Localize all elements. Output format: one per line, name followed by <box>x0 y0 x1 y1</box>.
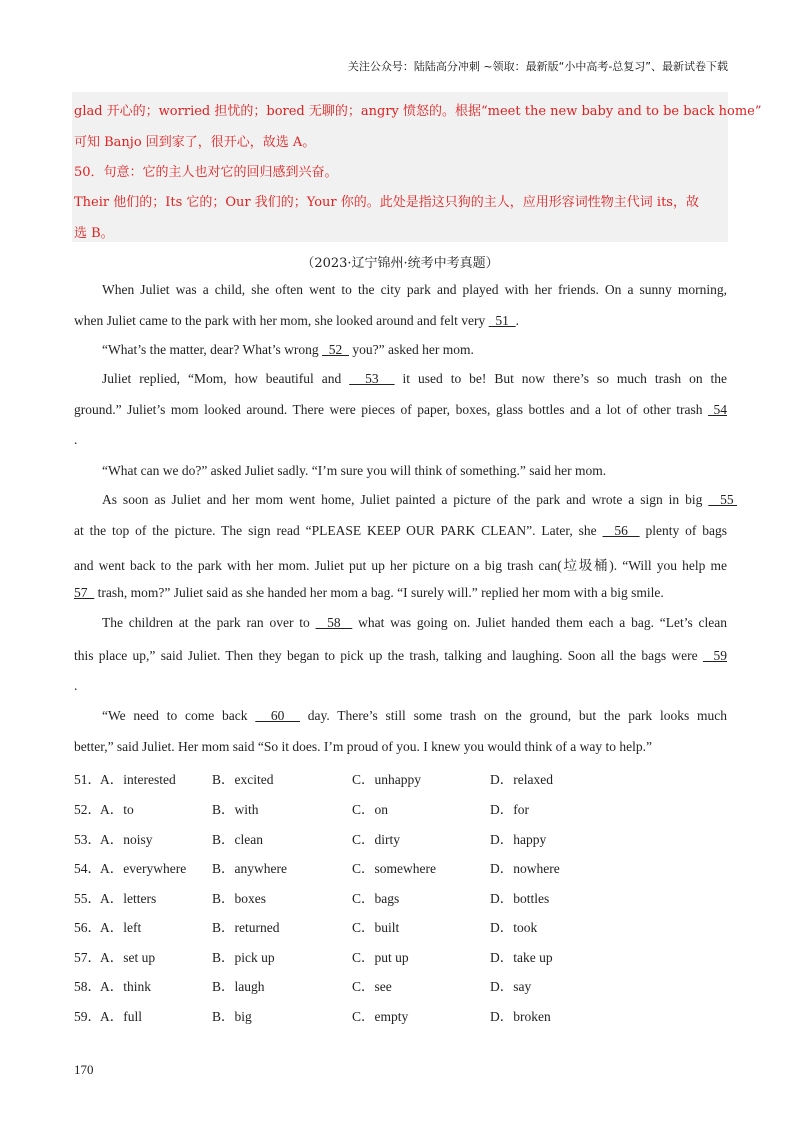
passage-line: this place up,” said Juliet. Then they began to pick up the trash, talking and laughing. Soon all the bags were 59 <box>74 648 728 663</box>
passage-line: 57 trash, mom?” Juliet said as she handed her mom a bag. “I surely will.” replied her mom with a big smile. <box>74 585 664 600</box>
option-a[interactable]: A．set up <box>100 950 156 965</box>
option-b[interactable]: B．boxes <box>212 891 266 906</box>
option-d[interactable]: D．take up <box>490 950 553 965</box>
option-c[interactable]: C．put up <box>352 950 409 965</box>
blank-52: 52 <box>322 342 350 357</box>
option-c[interactable]: C．bags <box>352 891 400 906</box>
option-a[interactable]: A．full <box>100 1009 142 1024</box>
blank-54: 54 <box>708 402 728 417</box>
option-b[interactable]: B．returned <box>212 920 280 935</box>
blank-56: 56 <box>602 523 640 538</box>
option-a[interactable]: A．left <box>100 920 142 935</box>
passage-line: “What can we do?” asked Juliet sadly. “I’m sure you will think of something.” said her mom. <box>102 463 607 478</box>
answer-line: 选 B。 <box>74 226 114 241</box>
question-58-options <box>74 975 734 995</box>
option-c[interactable]: C．dirty <box>352 832 401 847</box>
option-c[interactable]: C．somewhere <box>352 861 436 876</box>
question-59-options <box>74 1005 734 1025</box>
question-56-options <box>74 916 734 936</box>
option-a[interactable]: A．everywhere <box>100 861 187 876</box>
option-d[interactable]: D．for <box>490 802 529 817</box>
question-55-options <box>74 887 734 907</box>
blank-55: 55 <box>708 492 738 507</box>
option-c[interactable]: C．see <box>352 979 392 994</box>
passage-line: When Juliet was a child, she often went to the city park and played with her friends. On a sunny morning, <box>102 282 727 297</box>
option-a[interactable]: A．noisy <box>100 832 153 847</box>
passage-line: ground.” Juliet’s mom looked around. There were pieces of paper, boxes, glass bottles and a lot of other trash 54 <box>74 402 728 417</box>
option-b[interactable]: B．anywhere <box>212 861 287 876</box>
question-number: 55． <box>74 891 101 906</box>
option-b[interactable]: B．laugh <box>212 979 265 994</box>
question-51-options <box>74 768 734 788</box>
question-number: 58． <box>74 979 101 994</box>
option-d[interactable]: D．broken <box>490 1009 551 1024</box>
page-number: 170 <box>74 1062 94 1077</box>
passage-line: . <box>74 678 78 693</box>
passage-line: better,” said Juliet. Her mom said “So it does. I’m proud of you. I knew you would think of a way to help.” <box>74 739 652 754</box>
option-a[interactable]: A．letters <box>100 891 157 906</box>
option-a[interactable]: A．to <box>100 802 134 817</box>
passage-line: . <box>74 432 78 447</box>
passage-line: As soon as Juliet and her mom went home, Juliet painted a picture of the park and wrote a sign in big 55 <box>102 492 738 507</box>
question-number: 52． <box>74 802 101 817</box>
passage-line: Juliet replied, “Mom, how beautiful and 53 it used to be! But now there’s so much trash on the <box>102 371 728 386</box>
option-b[interactable]: B．pick up <box>212 950 275 965</box>
option-c[interactable]: C．on <box>352 802 389 817</box>
question-number: 54． <box>74 861 101 876</box>
option-d[interactable]: D．nowhere <box>490 861 560 876</box>
answer-line: 可知 Banjo 回到家了，很开心，故选 A。 <box>74 135 316 150</box>
question-source: （2023·辽宁锦州·统考中考真题） <box>301 256 499 271</box>
answer-line: glad 开心的；worried 担忧的；bored 无聊的；angry 愤怒的。根据“meet the new baby and to be back home” <box>74 104 762 119</box>
question-53-options <box>74 828 734 848</box>
question-57-options <box>74 946 734 966</box>
option-c[interactable]: C．built <box>352 920 400 935</box>
option-a[interactable]: A．think <box>100 979 152 994</box>
passage-line: The children at the park ran over to 58 what was going on. Juliet handed them each a bag. “Let’s clean <box>102 615 728 630</box>
option-b[interactable]: B．big <box>212 1009 252 1024</box>
option-a[interactable]: A．interested <box>100 772 176 787</box>
question-number: 51． <box>74 772 101 787</box>
option-b[interactable]: B．excited <box>212 772 274 787</box>
question-number: 59． <box>74 1009 101 1024</box>
passage-line: at the top of the picture. The sign read “PLEASE KEEP OUR PARK CLEAN”. Later, she 56 plenty of bags <box>74 523 728 538</box>
passage-line: “What’s the matter, dear? What’s wrong 52 you?” asked her mom. <box>102 342 474 357</box>
blank-53: 53 <box>349 371 395 386</box>
option-c[interactable]: C．empty <box>352 1009 409 1024</box>
blank-60: 60 <box>255 708 300 723</box>
question-number: 57． <box>74 950 101 965</box>
option-c[interactable]: C．unhappy <box>352 772 421 787</box>
blank-59: 59 <box>702 648 728 663</box>
question-54-options <box>74 857 734 877</box>
answer-line: Their 他们的；Its 它的；Our 我们的；Your 你的。此处是指这只狗的主人，应用形容词性物主代词 its，故 <box>74 195 699 210</box>
blank-58: 58 <box>315 615 353 630</box>
page-header: 关注公众号：陆陆高分冲刺 ~领取：最新版“小中高考-总复习”、最新试卷下载 <box>347 60 728 73</box>
option-d[interactable]: D．say <box>490 979 532 994</box>
option-d[interactable]: D．relaxed <box>490 772 553 787</box>
answer-line: 50．句意：它的主人也对它的回归感到兴奋。 <box>74 165 338 180</box>
option-d[interactable]: D．bottles <box>490 891 550 906</box>
blank-51: 51 <box>488 313 516 328</box>
option-d[interactable]: D．took <box>490 920 538 935</box>
option-d[interactable]: D．happy <box>490 832 547 847</box>
passage-line: “We need to come back 60 day. There’s still some trash on the ground, but the park looks much <box>102 708 728 723</box>
question-number: 53． <box>74 832 101 847</box>
passage-line: and went back to the park with her mom. Juliet put up her picture on a big trash can(垃圾桶). “Will you help me <box>74 558 727 573</box>
option-b[interactable]: B．with <box>212 802 259 817</box>
option-b[interactable]: B．clean <box>212 832 263 847</box>
question-52-options <box>74 798 734 818</box>
question-number: 56． <box>74 920 101 935</box>
passage-line: when Juliet came to the park with her mom, she looked around and felt very 51 . <box>74 313 520 328</box>
blank-57: 57 <box>74 585 95 600</box>
